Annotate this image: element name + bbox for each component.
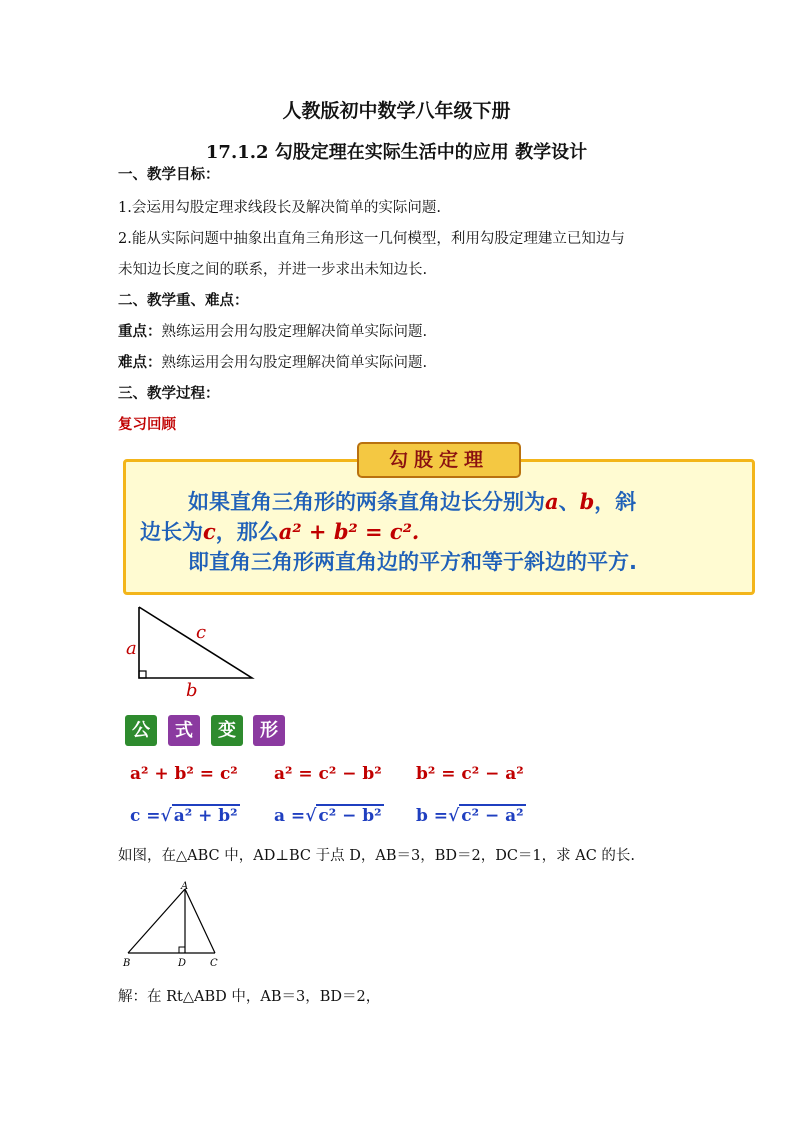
formula-r2-1-rad: a² + b² (173, 806, 238, 826)
theorem-var-a: a (545, 489, 559, 514)
key-point-label: 重点： (118, 323, 162, 340)
segment-ab (128, 889, 185, 953)
theorem-var-c: c (203, 519, 216, 544)
formula-r2-3-lhs: b = (416, 806, 449, 826)
formula-r2-2-rad: c² − b² (318, 806, 382, 826)
formula-r2-2-lhs: a = (274, 806, 306, 826)
theorem-tag: 勾股定理 (357, 442, 521, 478)
right-angle-mark-d (179, 947, 185, 953)
right-triangle-figure (118, 600, 268, 700)
problem-statement: 如图，在△ABC 中，AD⊥BC 于点 D，AB＝3，BD＝2，DC＝1，求 AC 的长. (118, 848, 636, 864)
key-point-text: 熟练运用会用勾股定理解决简单实际问题. (161, 324, 428, 340)
document-subtitle: 17.1.2 勾股定理在实际生活中的应用 教学设计 (205, 142, 588, 163)
document-title: 人教版初中数学八年级下册 (282, 100, 511, 122)
formula-r2-3-rad: c² − a² (461, 806, 524, 826)
label-b: b (186, 680, 198, 700)
difficult-point-text: 熟练运用会用勾股定理解决简单实际问题. (161, 355, 428, 371)
formula-tag-4: 形 (253, 715, 285, 746)
theorem-line1-prefix: 如果直角三角形的两条直角边长分别为 (188, 490, 545, 514)
formula-r2-1-lhs: c = (130, 806, 161, 826)
theorem-line2-prefix: 边长为 (140, 520, 203, 544)
point-b-label: B (123, 958, 131, 969)
theorem-line-2 (140, 516, 419, 546)
solution-text: 解：在 Rt△ABD 中，AB＝3，BD＝2， (118, 989, 381, 1005)
theorem-line-1 (188, 486, 636, 516)
right-angle-mark (139, 671, 146, 678)
section1-heading: 一、教学目标： (118, 166, 220, 183)
theorem-line2-mid: ，那么 (215, 520, 279, 544)
difficult-point (118, 351, 427, 372)
formula-tag-1: 公 (125, 715, 157, 746)
formula-r2-2: a =√ c² − b² (274, 806, 382, 826)
theorem-line-3: 即直角三角形两直角边的平方和等于斜边的平方. (188, 550, 637, 574)
formula-tag-3: 变 (211, 715, 243, 746)
key-point (118, 320, 427, 341)
theorem-sep: 、 (558, 490, 580, 514)
segment-ac (185, 889, 215, 953)
label-a: a (126, 638, 137, 659)
section2-heading: 二、教学重、难点： (118, 292, 249, 309)
objective-2b: 未知边长度之间的联系，并进一步求出未知边长. (118, 262, 428, 278)
formula-tag-2: 式 (168, 715, 200, 746)
abc-triangle-figure (118, 880, 228, 972)
objective-1: 1.会运用勾股定理求线段长及解决简单的实际问题. (118, 200, 441, 216)
formula-r2-3: b =√ c² − a² (416, 806, 524, 826)
theorem-line1-suffix: ，斜 (594, 490, 637, 514)
formula-r2-1: c =√ a² + b² (130, 806, 238, 826)
section3-heading: 三、教学过程： (118, 385, 220, 402)
objective-2a: 2.能从实际问题中抽象出直角三角形这一几何模型，利用勾股定理建立已知边与 (118, 231, 625, 247)
point-c-label: C (210, 958, 218, 969)
formula-r1-2: a² = c² − b² (274, 764, 382, 784)
difficult-point-label: 难点： (118, 354, 162, 371)
theorem-var-b: b (579, 489, 595, 514)
formula-r1-1: a² + b² = c² (130, 764, 238, 784)
formula-r1-3: b² = c² − a² (416, 764, 524, 784)
label-c: c (196, 622, 207, 643)
point-a-label: A (181, 881, 189, 892)
review-heading: 复习回顾 (118, 416, 176, 433)
theorem-equation: a² + b² = c². (278, 519, 420, 544)
point-d-label: D (178, 958, 187, 969)
